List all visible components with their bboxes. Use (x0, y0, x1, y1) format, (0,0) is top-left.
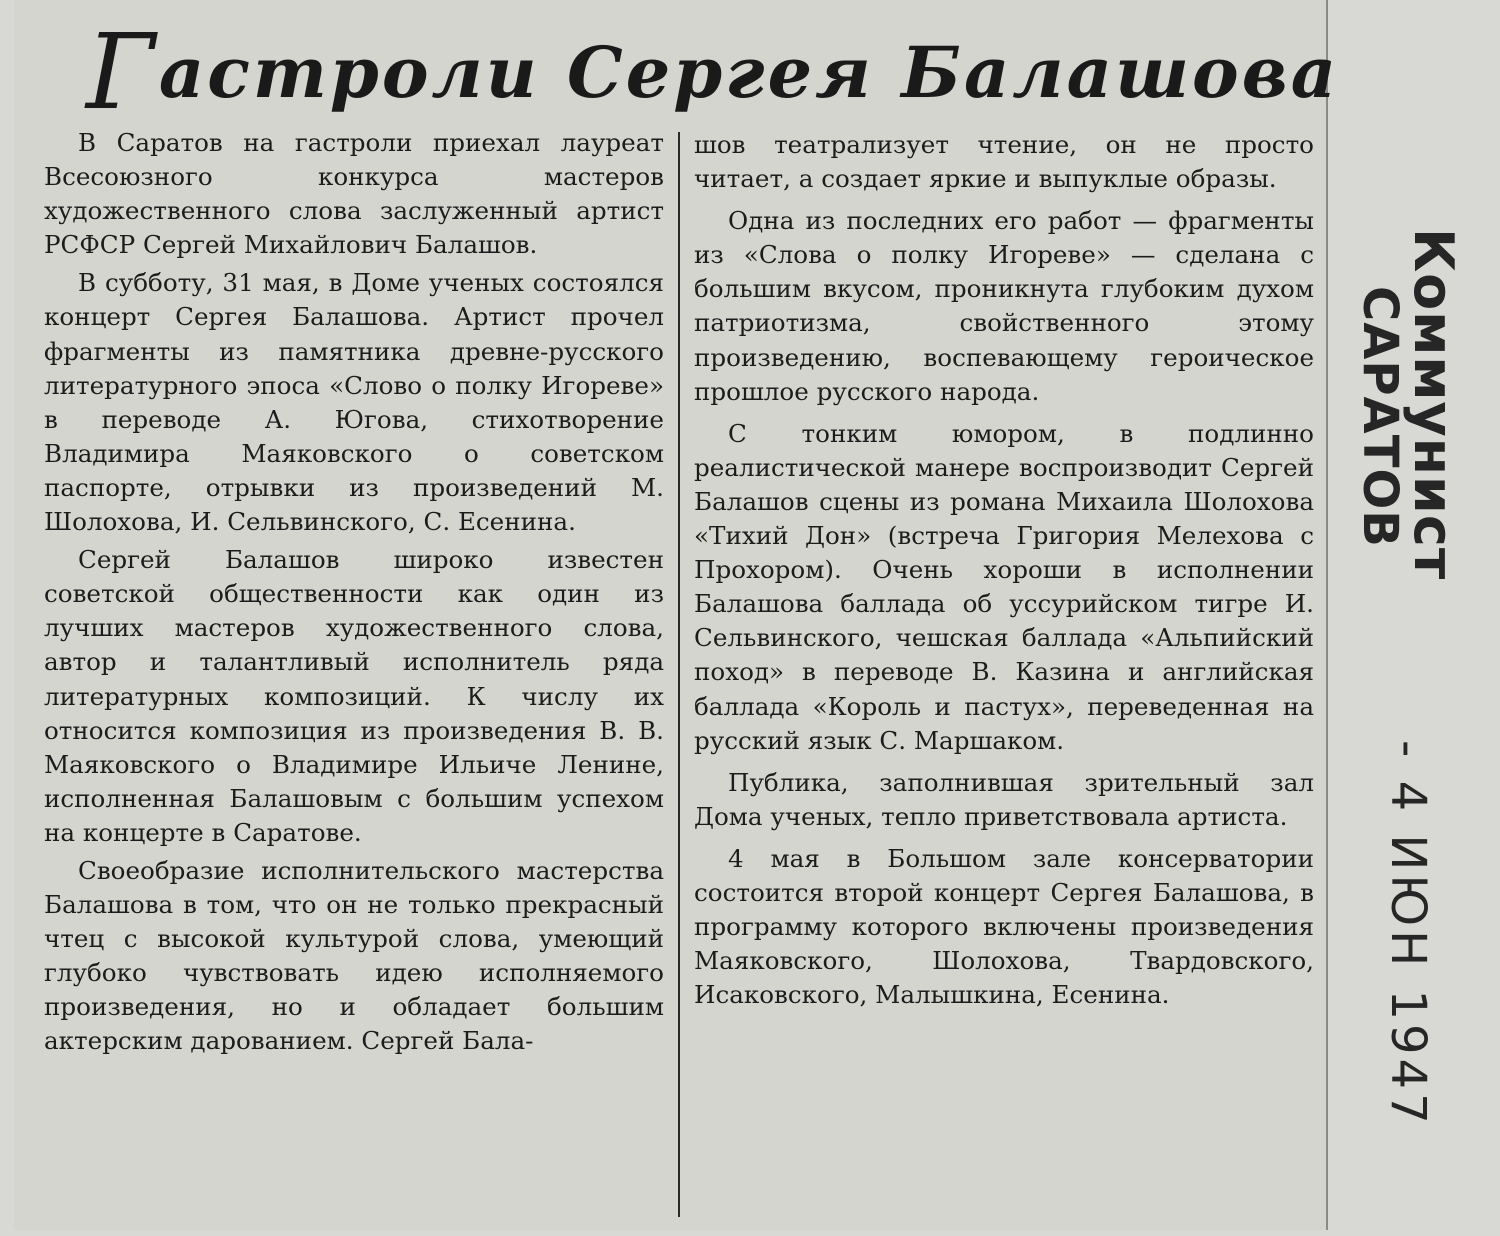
paragraph: С тонким юмором, в подлинно реалистической манере воспроизводит Сергей Балашов сцены из романа Михаила Шолохова «Тихий Дон» (встреча Григория Мелехова с Прохором). Очень хороши в исполнении Балашова баллада об уссурийском тигре И. Сельвинского, чешская баллада «Альпийский поход» в переводе В. Казина и английская баллада «Король и пастух», переведенная на русский язык С. Маршаком. (694, 418, 1314, 755)
paragraph: В субботу, 31 мая, в Доме ученых состоялся концерт Сергея Балашова. Артист прочел фрагменты из памятника древне-русского литературного эпоса «Слово о полку Игореве» в переводе А. Югова, стихотворение Владимира Маяковского о советском паспорте, отрывки из произведений М. Шолохова, И. Сельвинского, С. Есенина. (44, 268, 664, 537)
stamp-date: - 4 ИЮН 1947 (1380, 740, 1436, 1128)
paragraph: шов театрализует чтение, он не просто читает, а создает яркие и выпуклые образы. (694, 130, 1314, 194)
paragraph: В Саратов на гастроли приехал лауреат Всесоюзного конкурса мастеров художественного слова заслуженный артист РСФСР Сергей Михайлович Балашов. (44, 128, 664, 260)
paragraph: Публика, заполнившая зрительный зал Дома ученых, тепло приветствовала артиста. (694, 767, 1314, 831)
column-divider (678, 132, 680, 1217)
article-column-right (694, 128, 1314, 1228)
newspaper-stamp (1330, 220, 1480, 1128)
stamp-city: САРАТОВ (1352, 286, 1408, 548)
headline-text: астроли Сергея Балашова (158, 30, 1340, 114)
paragraph: 4 мая в Большом зале консерватории состоится второй концерт Сергея Балашова, в программу которого включены произведения Маяковского, Шолохова, Твардовского, Исаковского, Малышкина, Есенина. (694, 843, 1314, 1010)
paragraph: Своеобразие исполнительского мастерства Балашова в том, что он не только прекрасный чтец с высокой культурой слова, умеющий глубоко чувствовать идею исполняемого произведения, но и обладает большим актерским дарованием. Сергей Бала- (44, 855, 664, 1056)
newspaper-clipping (14, 0, 1340, 1230)
paragraph: Сергей Балашов широко известен советской общественности как один из лучших мастеров художественного слова, автор и талантливый исполнитель ряда литературных композиций. К числу их относится композиция из произведения В. В. Маяковского о Владимире Ильиче Ленине, исполненная Балашовым с большим успехом на концерте в Саратове. (44, 545, 664, 847)
paragraph: Одна из последних его работ — фрагменты из «Слова о полку Игореве» — сделана с большим вкусом, проникнута глубоким духом патриотизма, свойственного этому произведению, воспевающему героическое прошлое русского народа. (694, 206, 1314, 406)
article-headline (86, 11, 1340, 133)
headline-initial: Г (86, 11, 155, 133)
stamp-paper-name: Коммунист (1402, 228, 1465, 581)
article-column-left (44, 126, 664, 1226)
